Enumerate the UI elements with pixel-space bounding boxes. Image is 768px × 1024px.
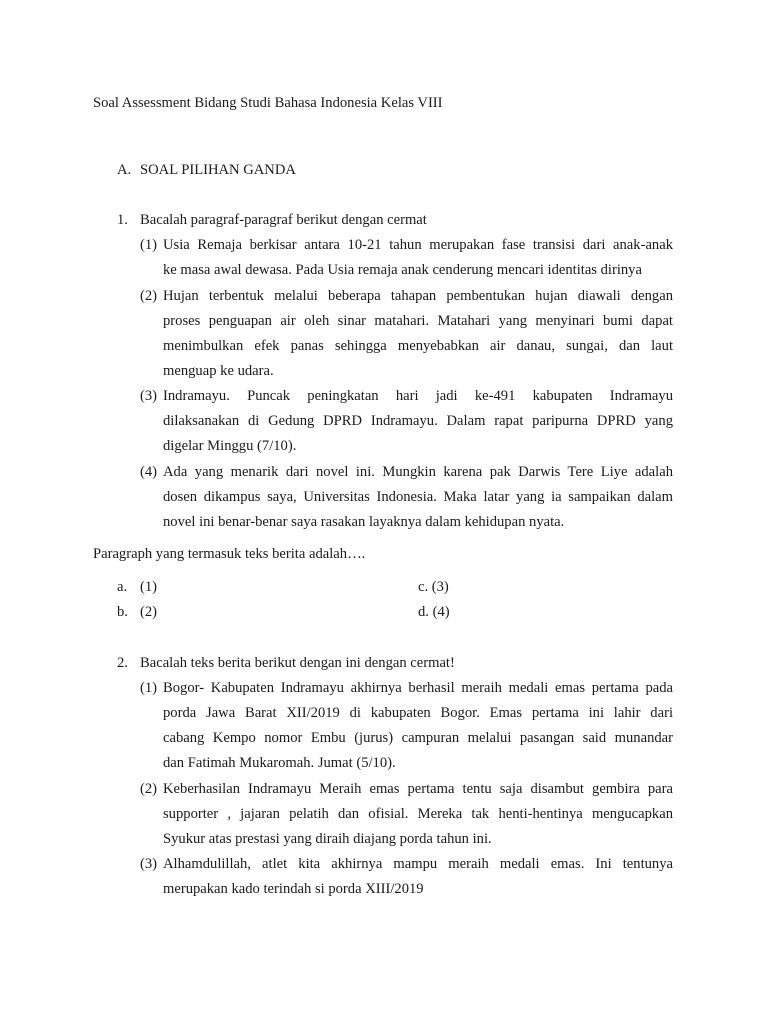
q1-item-1-line: ke masa awal dewasa. Pada Usia remaja anak cenderung mencari identitas dirinya <box>163 262 642 278</box>
q1-item-1-line: Usia Remaja berkisar antara 10-21 tahun merupakan fase transisi dari anak-anak <box>163 237 673 253</box>
q2-item-3-line: Alhamdulillah, atlet kita akhirnya mampu meraih medali emas. Ini tentunya <box>163 856 673 872</box>
q2-item-3-marker: (3) <box>140 856 158 872</box>
question-1-number: 1. <box>117 212 128 228</box>
option-c-text: c. (3) <box>418 579 449 595</box>
q2-item-2-marker: (2) <box>140 781 158 797</box>
q2-item-3-line: merupakan kado terindah si porda XIII/2019 <box>163 881 424 897</box>
question-1-stem: Paragraph yang termasuk teks berita adalah…. <box>93 546 366 562</box>
q1-item-4-line: novel ini benar-benar saya rasakan layaknya dalam kehidupan nyata. <box>163 514 565 530</box>
q1-item-3-line: digelar Minggu (7/10). <box>163 438 297 454</box>
section-marker: A. <box>117 162 132 178</box>
question-2-prompt: Bacalah teks berita berikut dengan ini dengan cermat! <box>140 655 455 671</box>
q2-item-1-line: cabang Kempo nomor Embu (jurus) campuran melalui pasangan said munandar <box>163 730 673 746</box>
q1-item-1-marker: (1) <box>140 237 158 253</box>
q2-item-1-line: dan Fatimah Mukaromah. Jumat (5/10). <box>163 755 396 771</box>
q1-item-2-line: menguap ke udara. <box>163 363 274 379</box>
option-b-marker: b. <box>117 604 128 620</box>
q2-item-2-line: supporter , jajaran pelatih dan ofisial. Mereka tak henti-hentinya mengucapkan <box>163 806 673 822</box>
q1-item-4-line: Ada yang menarik dari novel ini. Mungkin karena pak Darwis Tere Liye adalah <box>163 464 673 480</box>
question-1-prompt: Bacalah paragraf-paragraf berikut dengan cermat <box>140 212 427 228</box>
q1-item-4-line: dosen dikampus saya, Universitas Indonesia. Maka latar yang ia sampaikan dalam <box>163 489 673 505</box>
q2-item-1-line: Bogor- Kabupaten Indramayu akhirnya berhasil meraih medali emas pertama pada <box>163 680 673 696</box>
q1-item-2-marker: (2) <box>140 288 158 304</box>
option-a-marker: a. <box>117 579 128 595</box>
q1-item-2-line: menimbulkan efek panas sehingga menyebabkan air danau, sungai, dan laut <box>163 338 673 354</box>
option-d-text: d. (4) <box>418 604 450 620</box>
q1-item-3-line: dilaksanakan di Gedung DPRD Indramayu. Dalam rapat paripurna DPRD yang <box>163 413 673 429</box>
q1-item-3-marker: (3) <box>140 388 158 404</box>
q2-item-1-marker: (1) <box>140 680 158 696</box>
section-title: SOAL PILIHAN GANDA <box>140 162 296 178</box>
q2-item-1-line: porda Jawa Barat XII/2019 di kabupaten Bogor. Emas pertama ini lahir dari <box>163 705 673 721</box>
option-a-text: (1) <box>140 579 158 595</box>
question-2-number: 2. <box>117 655 128 671</box>
document-title: Soal Assessment Bidang Studi Bahasa Indonesia Kelas VIII <box>93 95 443 111</box>
q1-item-3-line: Indramayu. Puncak peningkatan hari jadi ke-491 kabupaten Indramayu <box>163 388 673 404</box>
q1-item-2-line: proses penguapan air oleh sinar matahari. Matahari yang menyinari bumi dapat <box>163 313 673 329</box>
option-b-text: (2) <box>140 604 158 620</box>
q1-item-2-line: Hujan terbentuk melalui beberapa tahapan pembentukan hujan diawali dengan <box>163 288 673 304</box>
q1-item-4-marker: (4) <box>140 464 158 480</box>
q2-item-2-line: Syukur atas prestasi yang diraih diajang porda tahun ini. <box>163 831 492 847</box>
q2-item-2-line: Keberhasilan Indramayu Meraih emas pertama tentu saja disambut gembira para <box>163 781 673 797</box>
